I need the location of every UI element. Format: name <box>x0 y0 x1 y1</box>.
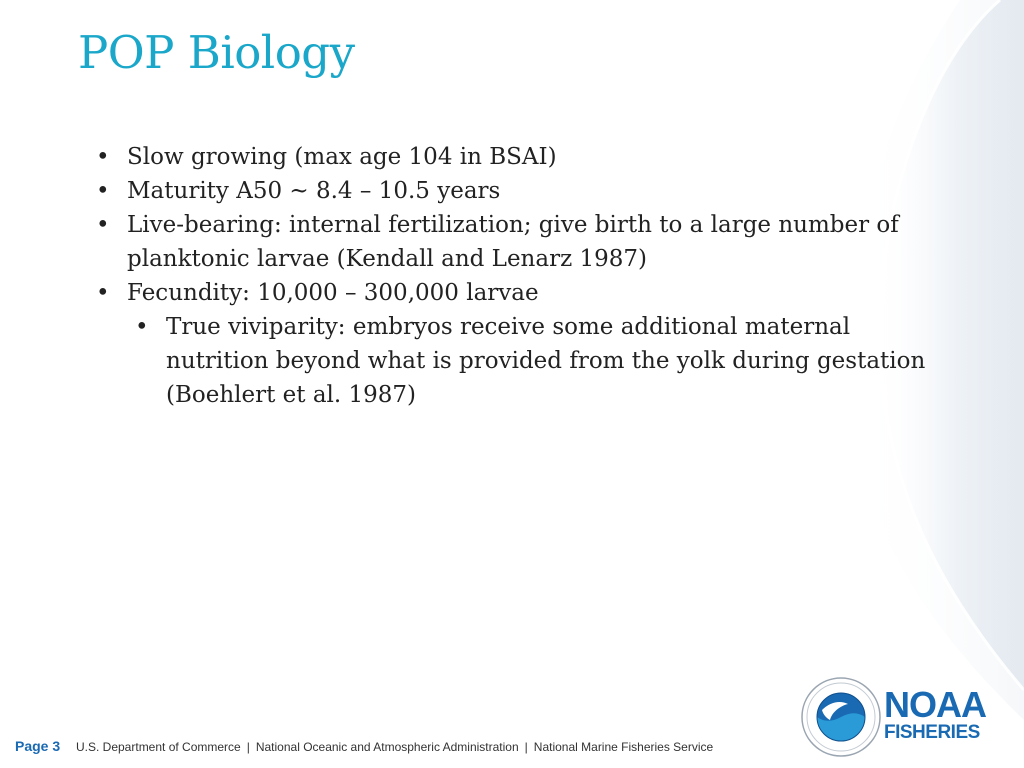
bullet-item: • Live-bearing: internal fertilization; give birth to a large number of planktonic larvae (Kendall and Lenarz 1987) <box>96 208 936 276</box>
footer-agency: National Oceanic and Atmospheric Administration <box>255 740 519 754</box>
slide-title: POP Biology <box>78 26 355 79</box>
bullet-item: • Slow growing (max age 104 in BSAI) <box>96 140 936 174</box>
logo-noaa-text: NOAA <box>884 684 986 725</box>
bullet-item: • Fecundity: 10,000 – 300,000 larvae <box>96 276 936 310</box>
footer-separator: | <box>524 740 528 754</box>
footer-agency: National Marine Fisheries Service <box>533 740 714 754</box>
bullet-list <box>96 140 936 412</box>
footer-agencies <box>76 740 713 754</box>
footer-agency: U.S. Department of Commerce <box>76 740 241 754</box>
noaa-fisheries-logo <box>884 684 986 744</box>
sub-bullet-item: • True viviparity: embryos receive some additional maternal nutrition beyond what is provided from the yolk during gestation (Boehlert et al. 1987) <box>135 310 936 412</box>
footer-separator: | <box>246 740 250 754</box>
page-number: Page 3 <box>15 738 61 754</box>
logo-fisheries-text: FISHERIES <box>884 722 980 743</box>
bullet-item: • Maturity A50 ~ 8.4 – 10.5 years <box>96 174 936 208</box>
noaa-seal-icon <box>800 676 882 758</box>
